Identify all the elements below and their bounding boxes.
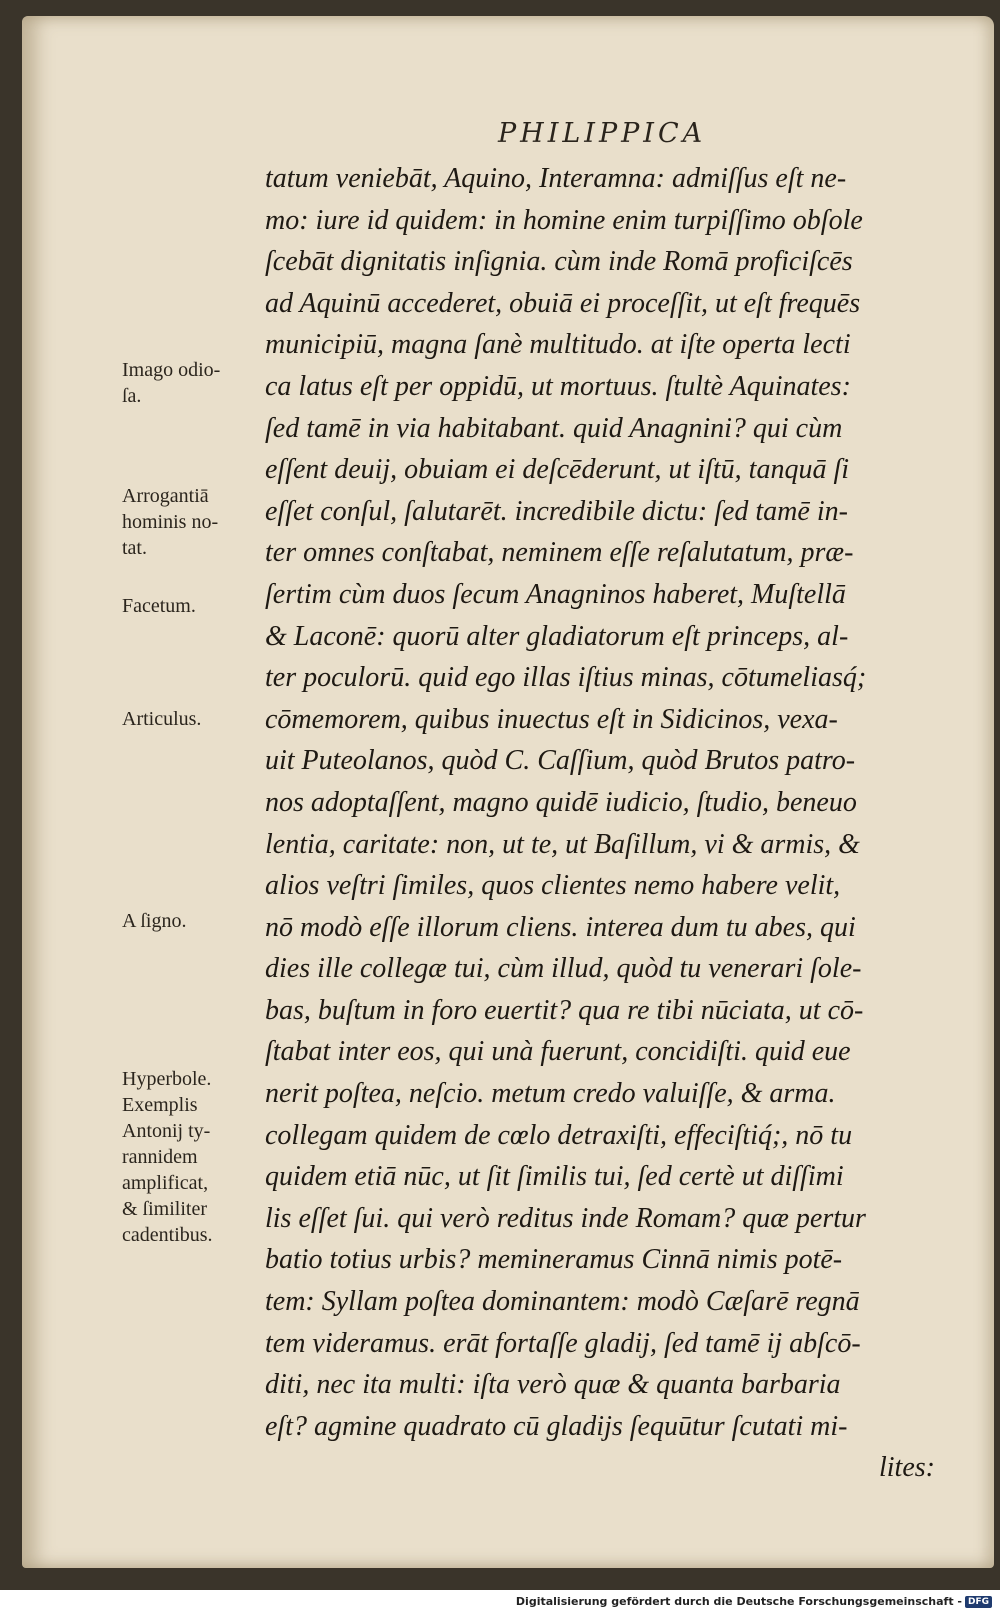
text-line: lentia, caritate: non, ut te, ut Baſillum, vi & armis, & <box>265 828 860 860</box>
text-line: eſſent deuij, obuiam ei deſcēderunt, ut iſtū, tanquā ſi <box>265 454 850 486</box>
text-line: quidem etiā nūc, ut ſit ſimilis tui, ſed certè ut diſſimi <box>265 1161 844 1193</box>
margin-note: Imago odio- ſa. <box>122 359 221 407</box>
text-line: batio totius urbis? memineramus Cinnā nimis potē- <box>265 1244 843 1276</box>
text-line: tem videramus. erāt fortaſſe gladij, ſed tamē ij abſcō- <box>265 1327 861 1359</box>
margin-note: Arrogantiā hominis no- tat. <box>122 485 219 559</box>
text-line: eſſet conſul, ſalutarēt. incredibile dictu: ſed tamē in- <box>265 495 848 527</box>
text-line: tatum veniebāt, Aquino, Interamna: admiſſus eſt ne- <box>265 163 847 194</box>
text-line: ter omnes conſtabat, neminem eſſe reſalutatum, præ- <box>265 537 854 569</box>
text-line: mo: iure id quidem: in homine enim turpiſſimo obſole <box>265 204 863 236</box>
text-line: lis eſſet ſui. qui verò reditus inde Romam? quæ pertur <box>265 1202 866 1234</box>
text-line: bas, buſtum in foro euertit? qua re tibi nūciata, ut cō- <box>265 994 864 1026</box>
dfg-logo-icon: DFG <box>965 1596 992 1608</box>
text-line: ſertim cùm duos ſecum Anagninos haberet, Muſtellā <box>265 578 846 610</box>
text-line: nerit poſtea, neſcio. metum credo valuiſſe, & arma. <box>265 1078 836 1110</box>
margin-note: Articulus. <box>122 708 202 730</box>
text-line: nos adoptaſſent, magno quidē iudicio, ſtudio, beneuo <box>265 786 857 818</box>
text-line: collegam quidem de cœlo detraxiſti, effeciſtiq́;, nō tu <box>265 1119 853 1151</box>
text-line: eſt? agmine quadrato cū gladijs ſequūtur ſcutati mi- <box>265 1410 848 1442</box>
text-line: ter poculorū. quid ego illas iſtius minas, cōtumeliasq́; <box>265 662 867 694</box>
footer-credit: Digitalisierung gefördert durch die Deutsche Forschungsgemeinschaft - <box>515 1595 962 1608</box>
text-line: tem: Syllam poſtea dominantem: modò Cæſarē regnā <box>265 1286 860 1318</box>
running-title: PHILIPPICA <box>498 118 707 149</box>
text-line: ſtabat inter eos, qui unà fuerunt, concidiſti. quid eue <box>265 1036 851 1068</box>
text-line: municipiū, magna ſanè multitudo. at iſte operta lecti <box>265 329 851 361</box>
margin-note: Hyperbole. Exemplis Antonij ty- rannidem amplificat, & ſimiliter cadentibus. <box>122 1068 213 1246</box>
text-line: cōmemorem, quibus inuectus eſt in Sidicinos, vexa- <box>265 703 838 735</box>
text-line: & Laconē: quorū alter gladiatorum eſt princeps, al- <box>265 620 849 652</box>
text-line: ſed tamē in via habitabant. quid Anagnini? qui cùm <box>265 412 843 444</box>
text-line: uit Puteolanos, quòd C. Caſſium, quòd Brutos patro- <box>265 745 856 777</box>
text-line: dies ille collegæ tui, cùm illud, quòd tu venerari ſole- <box>265 953 862 985</box>
digitization-footer <box>516 1595 992 1608</box>
margin-note: A ſigno. <box>122 910 187 932</box>
text-line: ad Aquinū accederet, obuiā ei proceſſit, ut eſt frequēs <box>265 287 861 319</box>
text-line: nō modò eſſe illorum cliens. interea dum tu abes, qui <box>265 911 856 943</box>
text-line: diti, nec ita multi: iſta verò quæ & quanta barbaria <box>265 1369 841 1401</box>
margin-note: Facetum. <box>122 595 196 617</box>
body-text <box>265 158 955 1489</box>
text-line: lites: <box>879 1452 935 1484</box>
text-line: ſcebāt dignitatis inſignia. cùm inde Romā proficiſcēs <box>265 246 853 278</box>
text-line: alios veſtri ſimiles, quos clientes nemo habere velit, <box>265 870 841 902</box>
text-line: ca latus eſt per oppidū, ut mortuus. ſtultè Aquinates: <box>265 370 851 402</box>
